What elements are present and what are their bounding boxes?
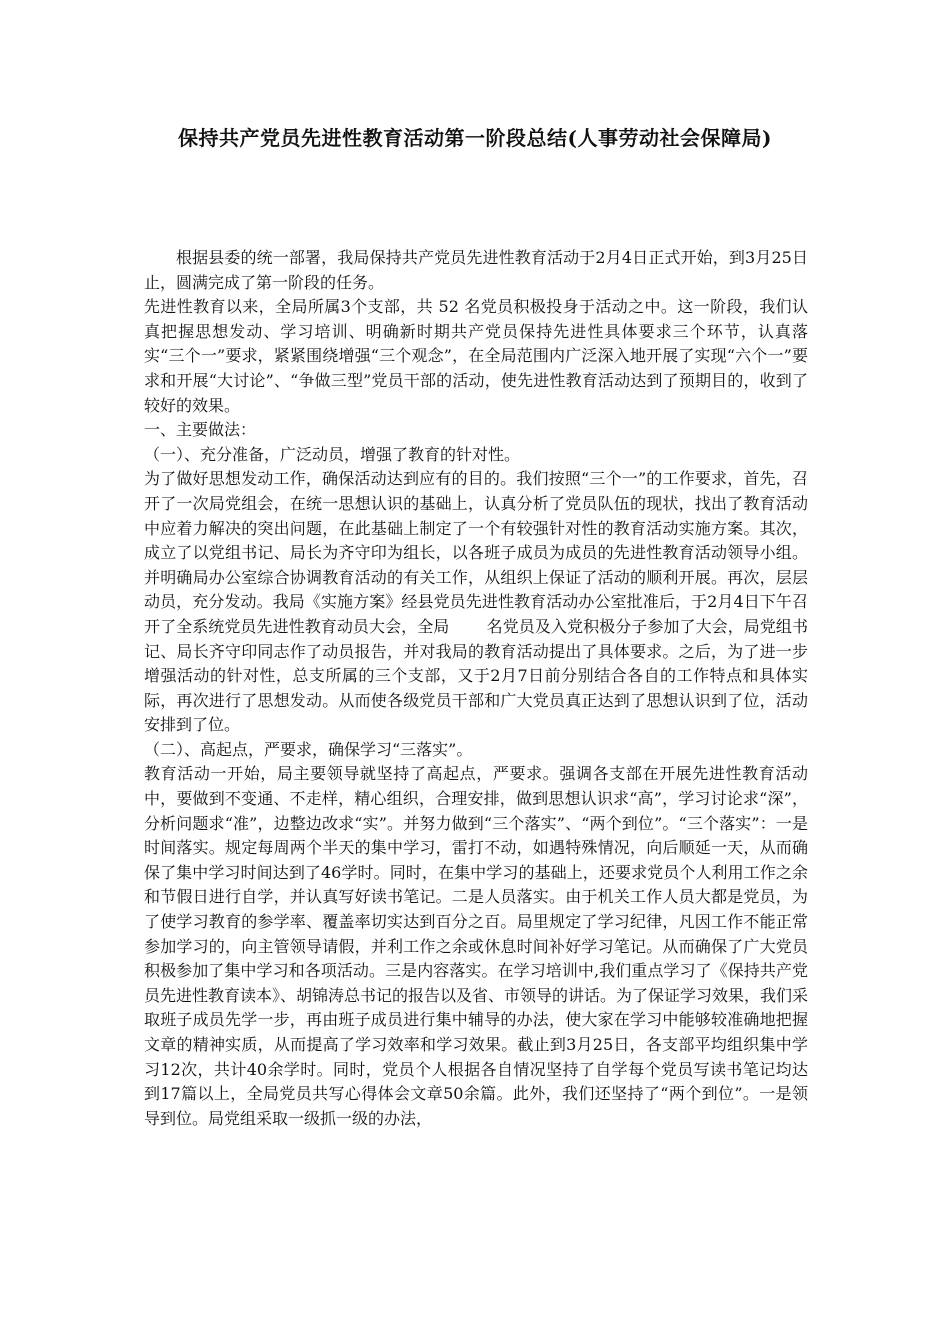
paragraph-mobilization: 为了做好思想发动工作，确保活动达到应有的目的。我们按照“三个一”的工作要求，首先，召开了一次局党组会，在统一思想认识的基础上，认真分析了党员队伍的现状，找出了教育活动中应着力解决的突出问题，在此基础上制定了一个有较强针对性的教育活动实施方案。其次，成立了以党组书记、局长为齐守印为组长，以各班子成员为成员的先进性教育活动领导小组。并明确局办公室综合协调教育活动的有关工作，从组织上保证了活动的顺利开展。再次，层层动员，充分发动。我局《实施方案》经县党员先进性教育活动办公室批准后，于2月4日下午召开了全系统党员先进性教育动员大会，全局 名党员及入党积极分子参加了大会，局党组书记、局长齐守印同志作了动员报告，并对我局的教育活动提出了具体要求。之后，为了进一步增强活动的针对性，总支所属的三个支部，又于2月7日前分别结合各自的工作特点和具体实际，再次进行了思想发动。从而使各级党员干部和广大党员真正达到了思想认识到了位，活动安排到了位。 bbox=[144, 469, 808, 735]
subsection-heading-2: （二）、高起点，严要求，确保学习“三落实”。 bbox=[144, 739, 473, 759]
subsection-heading-1: （一）、充分准备，广泛动员，增强了教育的针对性。 bbox=[144, 444, 521, 464]
paragraph-overview: 先进性教育以来，全局所属3个支部，共 52 名党员积极投身于活动之中。这一阶段，我们认真把握思想发动、学习培训、明确新时期共产党员保持先进性具体要求三个环节，认真落实“三个一”要求，紧紧围绕增强“三个观念”，在全局范围内广泛深入地开展了实现“六个一”要求和开展“大讨论”、“争做三型”党员干部的活动，使先进性教育活动达到了预期目的，收到了较好的效果。 bbox=[144, 297, 808, 415]
paragraph-intro: 根据县委的统一部署，我局保持共产党员先进性教育活动于2月4日正式开始，到3月25日止，圆满完成了第一阶段的任务。 bbox=[144, 248, 808, 292]
section-heading-main-practices: 一、主要做法： bbox=[144, 420, 257, 440]
paragraph-study-implementation: 教育活动一开始，局主要领导就坚持了高起点，严要求。强调各支部在开展先进性教育活动中，要做到不变通、不走样，精心组织，合理安排，做到思想认识求“高”，学习讨论求“深”，分析问题求“准”，边整边改求“实”。并努力做到“三个落实”、“两个到位”。“三个落实”：一是时间落实。规定每周两个半天的集中学习，雷打不动，如遇特殊情况，向后顺延一天，从而确保了集中学习时间达到了46学时。同时，在集中学习的基础上，还要求党员个人利用工作之余和节假日进行自学，并认真写好读书笔记。二是人员落实。由于机关工作人员大都是党员，为了使学习教育的参学率、覆盖率切实达到百分之百。局里规定了学习纪律，凡因工作不能正常参加学习的，向主管领导请假，并利工作之余或休息时间补好学习笔记。从而确保了广大党员积极参加了集中学习和各项活动。三是内容落实。在学习培训中,我们重点学习了《保持共产党员先进性教育读本》、胡锦涛总书记的报告以及省、市领导的讲话。为了保证学习效果，我们采取班子成员先学一步，再由班子成员进行集中辅导的办法，使大家在学习中能够较准确地把握文章的精神实质，从而提高了学习效率和学习效果。截止到3月25日，各支部平均组织集中学习12次，共计40余学时。同时，党员个人根据各自情况坚持了自学每个党员写读书笔记均达到17篇以上，全局党员共写心得体会文章50余篇。此外，我们还坚持了“两个到位”。一是领导到位。局党组采取一级抓一级的办法， bbox=[144, 764, 809, 1128]
document-title: 保持共产党员先进性教育活动第一阶段总结(人事劳动社会保障局) bbox=[178, 126, 772, 150]
document-body bbox=[144, 246, 808, 1131]
